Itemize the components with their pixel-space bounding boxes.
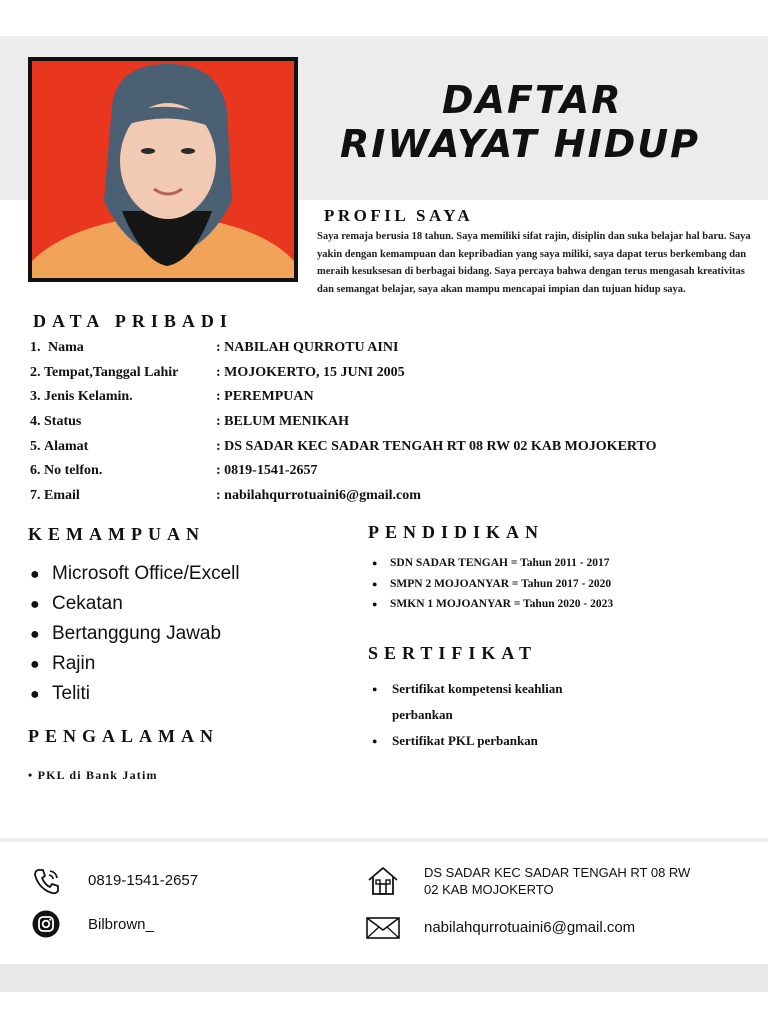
profile-photo	[28, 57, 298, 282]
list-item	[372, 728, 562, 754]
instagram-icon	[32, 910, 60, 938]
row-number: 1.	[30, 340, 41, 355]
footer-instagram: Bilbrown_	[88, 916, 154, 933]
skill-text: Rajin	[52, 653, 96, 674]
footer-phone: 0819-1541-2657	[88, 872, 199, 889]
title-line-1: DAFTAR	[442, 78, 623, 122]
skill-text: Bertanggung Jawab	[52, 623, 222, 644]
row-value: : NABILAH QURROTU AINI	[216, 340, 399, 355]
footer-address	[424, 864, 690, 898]
bullet-icon: ●	[30, 686, 40, 703]
pengalaman-heading: PENGALAMAN	[28, 726, 219, 746]
portrait-photo	[32, 61, 294, 278]
footer-address-line-2: 02 KAB MOJOKERTO	[424, 882, 554, 897]
row-value: : nabilahqurrotuaini6@gmail.com	[216, 488, 421, 504]
list-item	[30, 593, 240, 623]
row-number: 7.	[30, 488, 41, 504]
profil-text: Saya remaja berusia 18 tahun. Saya memiliki sifat rajin, disiplin dan suka belajar hal baru. Saya yakin dengan kemampuan dan kepribadian yang saya miliki, saya dapat terus berkembang dan meraih kesuksesan di berbagai bidang. Saya percaya bahwa dengan terus mengasah kreativitas dan semangat belajar, saya akan mampu mencapai impian dan tujuan hidup saya.	[317, 231, 751, 295]
footer-band	[0, 964, 768, 992]
cert-text: Sertifikat PKL perbankan	[392, 733, 538, 748]
bullet-icon: ●	[372, 684, 378, 694]
list-item	[372, 557, 613, 578]
sertifikat-heading: SERTIFIKAT	[368, 643, 538, 663]
row-number: 3.	[30, 389, 41, 405]
list-item-continuation	[372, 702, 562, 728]
bullet-icon: ●	[372, 558, 378, 568]
row-label: Alamat	[44, 438, 89, 454]
pendidikan-list	[372, 557, 613, 619]
edu-text: SDN SADAR TENGAH = Tahun 2011 - 2017	[390, 557, 610, 569]
footer-address-line-1: DS SADAR KEC SADAR TENGAH RT 08 RW	[424, 865, 691, 880]
title-line-2: RIWAYAT HIDUP	[340, 122, 701, 166]
list-item	[30, 563, 240, 593]
bullet-icon: ●	[372, 578, 378, 589]
phone-icon	[32, 866, 62, 896]
list-item	[30, 653, 240, 683]
row-number: 5.	[30, 438, 41, 454]
list-item	[372, 578, 613, 599]
row-label: Nama	[48, 340, 84, 355]
bullet-icon: ●	[30, 626, 40, 643]
list-item	[372, 598, 613, 619]
skill-text: Teliti	[52, 683, 91, 704]
row-value: : BELUM MENIKAH	[216, 414, 349, 430]
profil-heading: PROFIL SAYA	[324, 206, 474, 225]
bullet-icon: ●	[30, 566, 40, 583]
edu-text: SMKN 1 MOJOANYAR = Tahun 2020 - 2023	[390, 598, 614, 610]
bullet-icon: ●	[372, 736, 378, 746]
row-label: Tempat,Tanggal Lahir	[44, 364, 179, 380]
row-number: 4.	[30, 414, 41, 430]
row-label: Jenis Kelamin.	[44, 389, 133, 405]
edu-text: SMPN 2 MOJOANYAR = Tahun 2017 - 2020	[390, 577, 612, 590]
skill-text: Microsoft Office/Excell	[52, 563, 240, 584]
pengalaman-item: • PKL di Bank Jatim	[28, 768, 158, 782]
row-number: 2.	[30, 364, 41, 380]
skill-text: Cekatan	[52, 593, 123, 614]
mail-icon	[366, 917, 400, 939]
row-value: : PEREMPUAN	[216, 389, 314, 405]
sertifikat-list	[372, 676, 562, 754]
cert-text: Sertifikat kompetensi keahlian	[392, 681, 563, 696]
row-number: 6.	[30, 463, 41, 479]
row-label: Email	[44, 488, 80, 504]
list-item	[372, 676, 562, 702]
home-icon	[367, 866, 399, 896]
page-title	[340, 78, 740, 166]
data-pribadi-heading: DATA PRIBADI	[33, 311, 233, 331]
pendidikan-heading: PENDIDIKAN	[368, 522, 545, 542]
cert-text: perbankan	[392, 707, 453, 722]
portrait-illustration	[32, 61, 294, 278]
row-label: No telfon.	[44, 463, 103, 479]
bullet-icon: ●	[30, 656, 40, 673]
list-item	[30, 683, 240, 713]
list-item	[30, 623, 240, 653]
footer-divider	[0, 838, 768, 842]
kemampuan-list	[30, 563, 240, 713]
row-value: : MOJOKERTO, 15 JUNI 2005	[216, 364, 405, 380]
footer-email: nabilahqurrotuaini6@gmail.com	[424, 919, 636, 936]
row-value: : 0819-1541-2657	[216, 463, 318, 479]
row-value: : DS SADAR KEC SADAR TENGAH RT 08 RW 02 KAB MOJOKERTO	[216, 438, 657, 454]
kemampuan-heading: KEMAMPUAN	[28, 524, 205, 544]
bullet-icon: ●	[372, 599, 378, 609]
row-label: Status	[44, 414, 82, 430]
bullet-icon: ●	[30, 596, 40, 613]
